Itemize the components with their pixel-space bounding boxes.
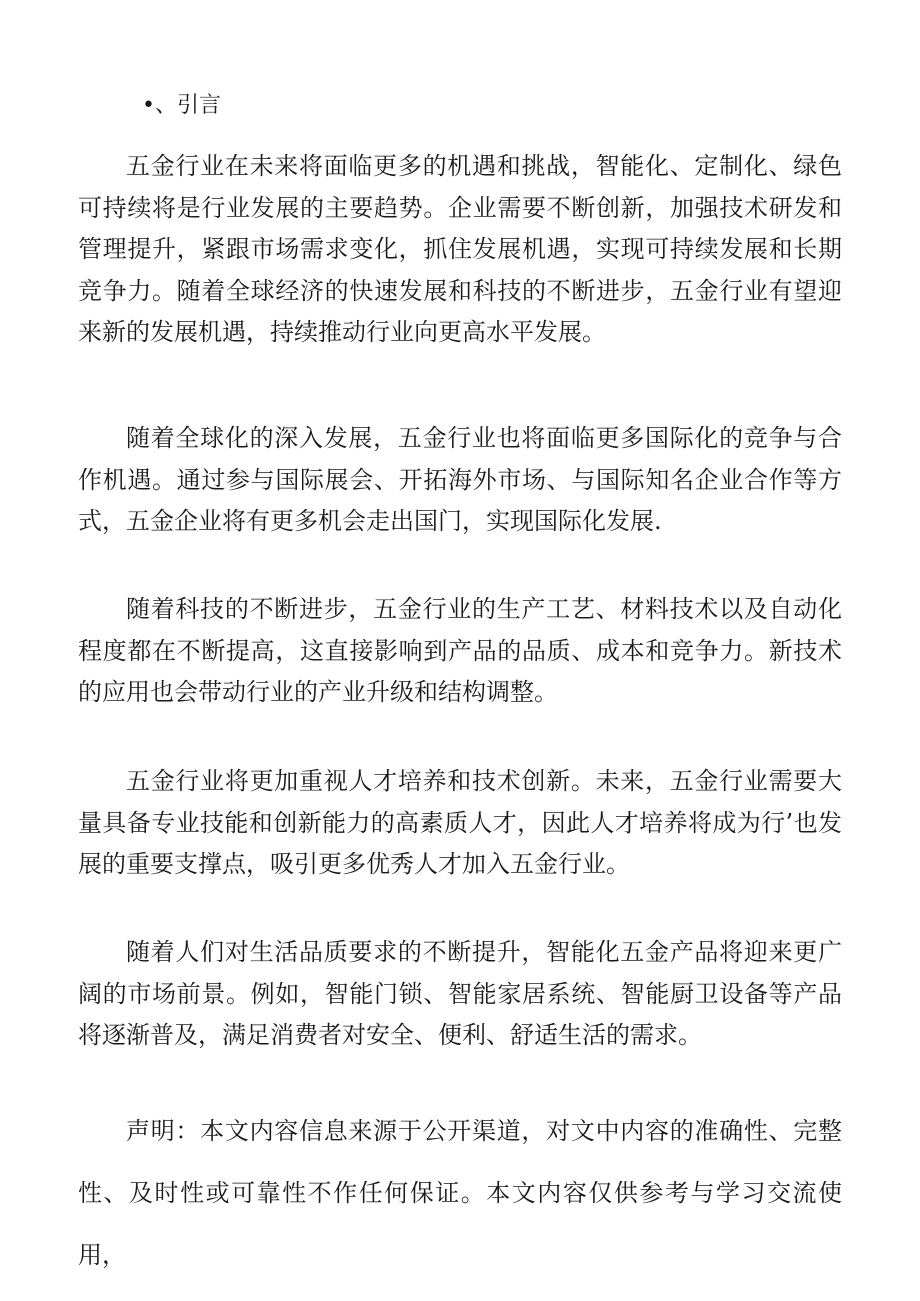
paragraph-internationalization: 随着全球化的深入发展，五金行业也将面临更多国际化的竞争与合作机遇。通过参与国际展会、开拓海外市场、与国际知名企业合作等方式，五金企业将有更多机会走出国门，实现国际化发展. [78, 424, 842, 535]
paragraph-trends: 五金行业在未来将面临更多的机遇和挑战，智能化、定制化、绿色可持续将是行业发展的主要趋势。企业需要不断创新，加强技术研发和管理提升，紧跟市场需求变化，抓住发展机遇，实现可持续发展和长期竞争力。随着全球经济的快速发展和科技的不断进步，五金行业有望迎来新的发展机遇，持续推动行业向更高水平发展。 [78, 152, 842, 346]
paragraph-talent: 五金行业将更加重视人才培养和技术创新。未来，五金行业需要大量具备专业技能和创新能力的高素质人才，因此人才培养将成为行’也发展的重要支撑点，吸引更多优秀人才加入五金行业。 [78, 767, 842, 878]
section-heading: •、引言 [142, 93, 221, 118]
paragraph-disclaimer: 声明：本文内容信息来源于公开渠道，对文中内容的准确性、完整性、及时性或可靠性不作任何保证。本文内容仅供参考与学习交流使用， [78, 1117, 842, 1269]
paragraph-technology: 随着科技的不断进步，五金行业的生产工艺、材料技术以及自动化程度都在不断提高，这直接影响到产品的品质、成本和竞争力。新技术的应用也会带动行业的产业升级和结构调整。 [78, 595, 842, 706]
paragraph-smart-products: 随着人们对生活品质要求的不断提升，智能化五金产品将迎来更广阔的市场前景。例如，智能门锁、智能家居系统、智能厨卫设备等产品将逐渐普及，满足消费者对安全、便利、舒适生活的需求。 [78, 938, 842, 1049]
